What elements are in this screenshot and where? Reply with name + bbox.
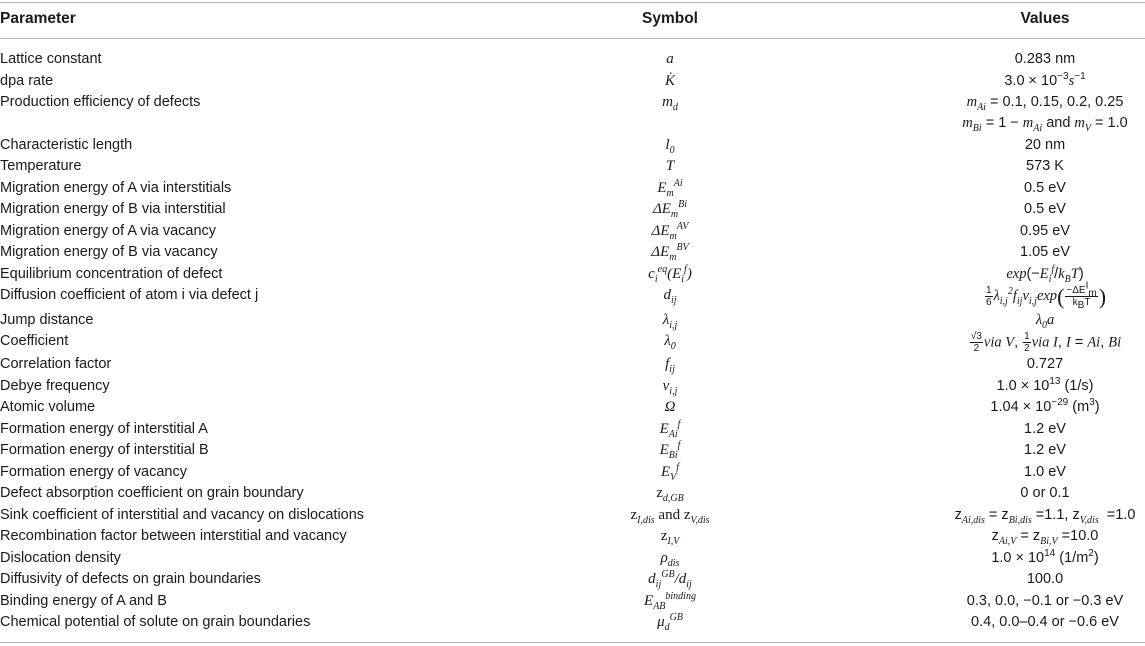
symbol-cell: $\lambda_{i,j}$ [662, 311, 678, 331]
value-cell: $3.0 \times 10^{-3}s^{-1}$ [1004, 70, 1086, 89]
value-cell: 20 nm [1024, 136, 1066, 153]
param-cell: Debye frequency [0, 377, 110, 394]
table-row [0, 505, 1145, 527]
value-cell: $\frac{1}{6}$ $\lambda_{i,j}^2f_{ij}\nu_{i,j}\exp$( $\frac{-\Delta E^I_m}{k_BT}$ ) [985, 280, 1107, 311]
symbol-cell: $m_d$ [662, 94, 678, 113]
param-cell: Migration energy of B via vacancy [0, 244, 218, 260]
value-cell: 0.95 eV [1020, 222, 1070, 239]
symbol-cell: Ω [664, 399, 676, 415]
symbol-cell: $E_{AB}^{binding}$ [644, 590, 696, 612]
table-row [0, 419, 1145, 441]
symbol-cell: $d_{ij}^{GB}/d_{ij}$ [648, 569, 692, 590]
table-row [0, 280, 1145, 311]
param-cell: Correlation factor [0, 356, 112, 372]
symbol-cell: $E_{Bi}^f$ [659, 440, 681, 461]
table-row [0, 199, 1145, 221]
symbol-cell: $\Delta E_m^{BV}$ [651, 242, 689, 263]
param-cell: Formation energy of interstitial B [0, 442, 209, 458]
symbol-cell: $d_{ij}$ [663, 287, 677, 306]
param-cell: Diffusion coefficient of atom i via defect j [0, 287, 259, 303]
value-cell: 1.0 eV [1024, 463, 1066, 480]
value-cell: $z_{Ai,V} = z_{Bi,V} =10.0$ [991, 528, 1099, 547]
table-row [0, 440, 1145, 462]
table-row [0, 49, 1145, 71]
header-symbol: Symbol [642, 10, 698, 27]
value-cell: $1.04 \times 10^{-29}$ $(m^3)$ [990, 397, 1100, 415]
value-cell: 0.3, 0.0, −0.1 or −0.3 eV [966, 592, 1124, 609]
param-cell: Lattice constant [0, 51, 102, 67]
table-row [0, 221, 1145, 243]
symbol-cell: $\rho_{dis}$ [660, 549, 680, 569]
symbol-cell: $z_{I,dis}$ and $z_{V,dis}$ [630, 506, 710, 526]
table-row [0, 156, 1145, 178]
param-cell: Migration energy of A via interstitials [0, 179, 232, 196]
symbol-cell: $z_{d,GB}$ [656, 485, 684, 504]
value-cell: 1.2 eV [1024, 420, 1066, 437]
value-cell: 1.2 eV [1024, 442, 1066, 458]
param-cell: Formation energy of vacancy [0, 463, 187, 480]
param-cell: Dislocation density [0, 549, 121, 566]
param-cell: Jump distance [0, 311, 94, 328]
symbol-cell: $c_i^{eq}(E_i^f)$ [648, 263, 692, 285]
symbol-cell: $\mu_d^{GB}$ [657, 612, 683, 633]
param-cell: dpa rate [0, 72, 54, 89]
header-values: Values [1020, 10, 1070, 27]
table-row [0, 242, 1145, 264]
table-bottom-rule [0, 642, 1145, 643]
param-cell: Diffusivity of defects on grain boundaries [0, 571, 261, 587]
table-top-rule [0, 2, 1145, 3]
value-cell: $\lambda_0a$ [1035, 311, 1055, 331]
table-row [0, 569, 1145, 591]
table-row [0, 354, 1145, 376]
symbol-cell: K̇ [664, 72, 675, 89]
param-cell: Recombination factor between interstitial and vacancy [0, 528, 347, 544]
table-row [0, 264, 1145, 286]
table-row [0, 483, 1145, 505]
value-cell: $\frac{√3}{2}$ via V, $\frac{1}{2}$ via I, I = Ai, Bi [970, 331, 1122, 354]
table-body [0, 49, 1145, 634]
symbol-cell: $z_{I,V}$ [660, 528, 680, 547]
table-row [0, 376, 1145, 398]
value-cell: 0.727 [1026, 356, 1064, 372]
symbol-cell: $\Delta E_m^{Bi}$ [652, 199, 688, 220]
param-cell: Migration energy of B via interstitial [0, 201, 226, 217]
param-cell: Migration energy of A via vacancy [0, 222, 217, 239]
header-parameter: Parameter [0, 10, 76, 27]
value-cell: 573 K [1026, 158, 1064, 174]
table-row [0, 397, 1145, 419]
value-cell: 0.5 eV [1024, 201, 1066, 217]
param-cell: Temperature [0, 158, 82, 174]
value-cell: 0.283 nm [1014, 51, 1076, 67]
param-cell: Equilibrium concentration of defect [0, 265, 223, 282]
table-row [0, 71, 1145, 93]
value-cell: 0.4, 0.0–0.4 or −0.6 eV [971, 614, 1119, 630]
table-row [0, 135, 1145, 157]
symbol-cell: $E_m^{Ai}$ [657, 177, 683, 199]
table-row [0, 526, 1145, 548]
symbol-cell: $\nu_{i,j}$ [662, 377, 678, 397]
symbol-cell: $\Delta E_m^{AV}$ [651, 220, 689, 242]
table-row [0, 92, 1145, 135]
value-cell: 0.5 eV [1024, 179, 1066, 196]
table-row [0, 178, 1145, 200]
value-cell: $1.0 \times 10^{14}$ $(1/m^2)$ [991, 547, 1099, 566]
param-cell: Coefficient [0, 333, 69, 349]
param-cell: Characteristic length [0, 136, 133, 153]
symbol-cell: a [666, 51, 674, 67]
table-row [0, 548, 1145, 570]
param-cell: Production efficiency of defects [0, 94, 201, 110]
symbol-cell: T [665, 158, 675, 174]
symbol-cell: $l_0$ [665, 136, 675, 156]
symbol-cell: $E_V^f$ [660, 461, 680, 483]
symbol-cell: $\lambda_0$ [664, 333, 676, 352]
table-row [0, 612, 1145, 634]
param-cell: Defect absorption coefficient on grain boundary [0, 485, 304, 501]
param-cell: Formation energy of interstitial A [0, 420, 208, 437]
table-row [0, 310, 1145, 332]
value-cell: $1.0 \times 10^{13}$ (1/s) [996, 375, 1094, 394]
param-cell: Atomic volume [0, 399, 96, 415]
symbol-cell: $E_{Ai}^f$ [659, 418, 681, 440]
param-cell: Chemical potential of solute on grain boundaries [0, 614, 311, 630]
param-cell: Sink coefficient of interstitial and vacancy on dislocations [0, 506, 365, 523]
value-cell: $\exp(-E_i^f/k_BT)$ [1006, 263, 1084, 285]
symbol-cell: $f_{ij}$ [665, 356, 675, 375]
value-cell: $m_{Ai} = 0.1$, 0.15, 0.2, 0.25 [966, 94, 1124, 113]
value-cell: 100.0 [1026, 571, 1064, 587]
table-row [0, 462, 1145, 484]
value-cell: $z_{Ai,dis} = z_{Bi,dis} =1.1$, $z_{V,dis} =1.0$ [954, 506, 1136, 526]
value-cell: 1.05 eV [1020, 244, 1070, 260]
param-cell: Binding energy of A and B [0, 592, 167, 609]
value-cell-line2: $m_{Bi} = 1 - m_{Ai}$ and $m_V = 1.0$ [962, 115, 1128, 134]
value-cell: 0 or 0.1 [1020, 485, 1070, 501]
table-row [0, 591, 1145, 613]
table-header-rule [0, 38, 1145, 39]
table-row [0, 331, 1145, 354]
